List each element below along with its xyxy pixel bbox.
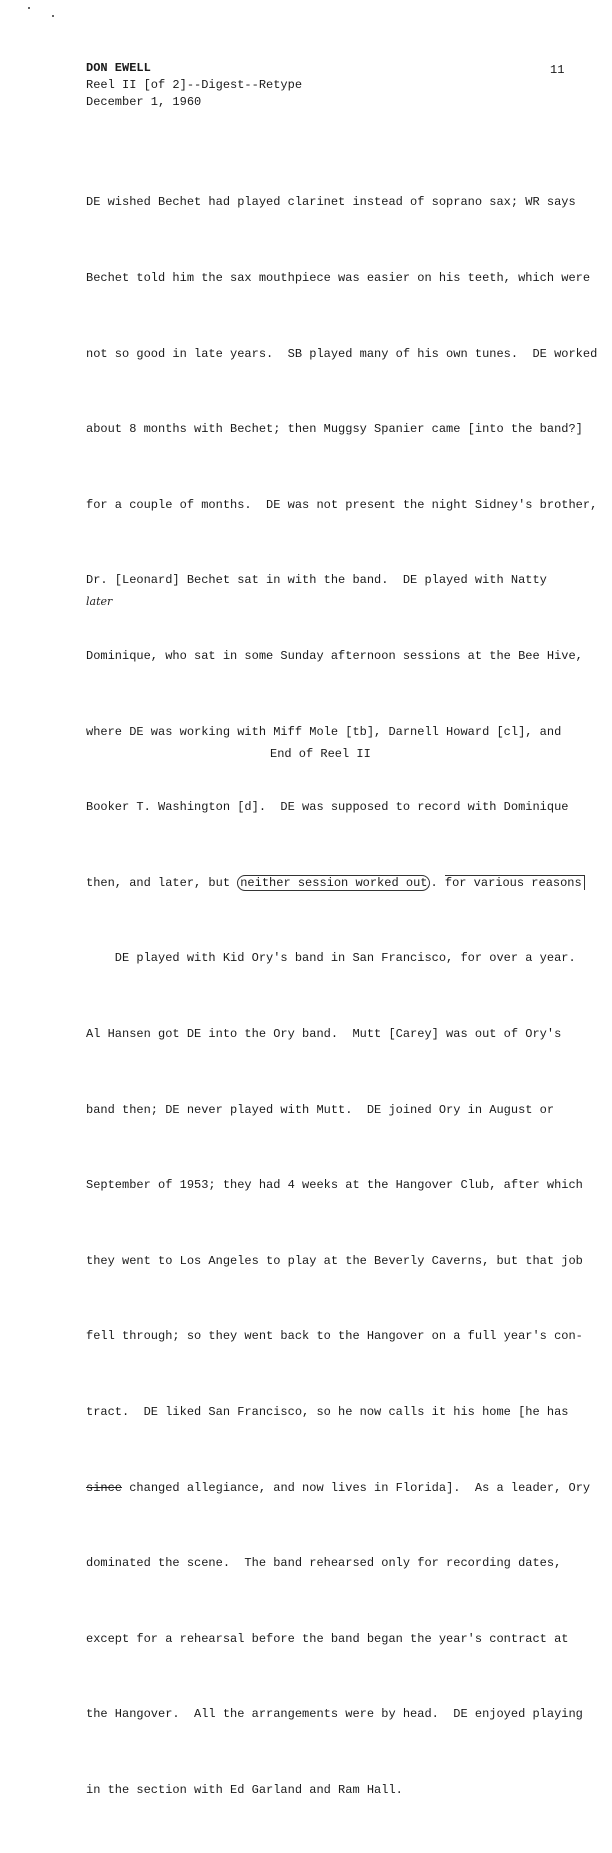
text-line: DE wished Bechet had played clarinet instead of soprano sax; WR says (86, 195, 576, 210)
page-number: 11 (550, 63, 565, 77)
text-line: Booker T. Washington [d]. DE was supposed to record with Dominique (86, 800, 569, 815)
text-line: not so good in late years. SB played many of his own tunes. DE worked (86, 346, 598, 361)
text-line: Al Hansen got DE into the Ory band. Mutt [Carey] was out of Ory's (86, 1026, 562, 1041)
reel-info: Reel II [of 2]--Digest--Retype (86, 78, 303, 92)
interviewee-name: DON EWELL (86, 61, 151, 75)
text-line: September of 1953; they had 4 weeks at the Hangover Club, after which (86, 1178, 583, 1193)
text-line: for a couple of months. DE was not present the night Sidney's brother, (86, 497, 598, 512)
text-line: they went to Los Angeles to play at the Beverly Caverns, but that job (86, 1253, 583, 1268)
struck-word: since (86, 1480, 123, 1495)
handwritten-insert: later (86, 595, 113, 608)
scan-speck (52, 15, 54, 17)
document-header (86, 60, 302, 111)
bracketed-annotation: for various reasons (445, 875, 585, 890)
line-text: . (430, 875, 445, 890)
text-line: in the section with Ed Garland and Ram Hall. (86, 1782, 403, 1797)
text-line: the Hangover. All the arrangements were by head. DE enjoyed playing (86, 1707, 583, 1722)
scan-speck (28, 7, 30, 9)
text-line: about 8 months with Bechet; then Muggsy Spanier came [into the band?] (86, 422, 583, 437)
text-line: Dominique, who sat in some Sunday afternoon sessions at the Bee Hive, (86, 648, 583, 663)
line-text: then, and later, but (86, 875, 238, 890)
text-line: dominated the scene. The band rehearsed only for recording dates, (86, 1556, 562, 1571)
text-line: tract. DE liked San Francisco, so he now calls it his home [he has (86, 1404, 569, 1419)
text-line: Dr. [Leonard] Bechet sat in with the band. DE played with Natty (86, 573, 547, 588)
text-line (86, 871, 606, 896)
end-of-reel-footer: End of Reel II (270, 747, 371, 761)
circled-annotation: neither session worked out (237, 875, 430, 891)
interview-date: December 1, 1960 (86, 95, 202, 109)
text-line: Bechet told him the sax mouthpiece was easier on his teeth, which were (86, 271, 591, 285)
line-text: changed allegiance, and now lives in Florida]. As a leader, Ory (122, 1480, 591, 1495)
text-line: band then; DE never played with Mutt. DE joined Ory in August or (86, 1102, 555, 1117)
text-line: DE played with Kid Ory's band in San Francisco, for over a year. (86, 951, 576, 966)
transcript-body (86, 140, 606, 1853)
text-line: except for a rehearsal before the band began the year's contract at (86, 1631, 569, 1646)
text-line: where DE was working with Miff Mole [tb], Darnell Howard [cl], and (86, 724, 562, 739)
text-line (86, 1476, 606, 1501)
text-line: fell through; so they went back to the Hangover on a full year's con- (86, 1329, 583, 1344)
